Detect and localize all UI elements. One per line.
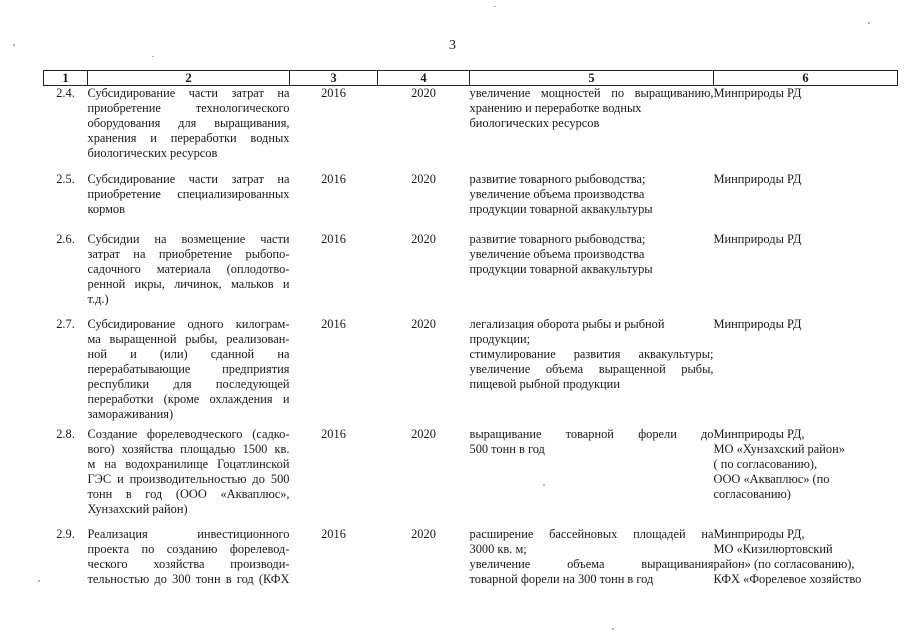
expected-result-line: стимулирование развития аквакультуры; [469, 346, 714, 361]
end-year: 2020 [411, 526, 436, 541]
measure-name-cell [88, 317, 290, 427]
executor-line: Минприроды РД [713, 316, 802, 331]
start-year: 2016 [321, 526, 346, 541]
expected-result-cell [470, 317, 714, 427]
measure-text-line: ГЭС и производительностью до 500 [87, 471, 290, 486]
start-year-cell [290, 527, 378, 597]
start-year: 2016 [321, 231, 346, 246]
measure-text-line: оборудования для выращивания, [87, 116, 290, 130]
measure-text-line: биологических ресурсов [87, 146, 218, 160]
measure-name-cell [88, 172, 290, 232]
measure-text-line: ческого хозяйства производи- [87, 556, 290, 571]
scan-speck [152, 56, 154, 57]
executor-line: Минприроды РД [713, 171, 802, 186]
end-year-cell [378, 527, 470, 597]
start-year: 2016 [321, 316, 346, 331]
executor-cell [714, 172, 898, 232]
executor-line: КФХ «Форелевое хозяйство [713, 571, 862, 586]
expected-result-cell [470, 527, 714, 597]
scan-speck [494, 6, 496, 7]
table-row [44, 427, 898, 527]
scan-speck [543, 484, 545, 486]
measure-text-line: садочного материала (оплодотво- [87, 261, 290, 276]
expected-result-line: биологических ресурсов [469, 116, 600, 130]
expected-result-line: увеличение мощностей по выращиванию, [469, 86, 714, 100]
measure-text-line: тельностью до 300 тонн в год (КФХ [87, 571, 290, 586]
end-year-cell [378, 427, 470, 527]
measure-text-line: кормов [87, 201, 125, 216]
start-year-cell [290, 317, 378, 427]
start-year-cell [290, 172, 378, 232]
item-number-cell [44, 527, 88, 597]
column-number-2: 2 [88, 71, 290, 86]
measure-text-line: ма выращенной рыбы, реализован- [87, 331, 290, 346]
expected-result-line: товарной форели на 300 тонн в год [469, 571, 654, 586]
executor-cell [714, 427, 898, 527]
item-number-cell [44, 86, 88, 172]
expected-result-line: увеличение объема производства [469, 246, 645, 261]
executor-cell [714, 317, 898, 427]
item-number-cell [44, 232, 88, 317]
expected-result-line: развитие товарного рыбоводства; [469, 231, 646, 246]
table-row [44, 86, 898, 172]
measure-text-line: Субсидирование части затрат на [87, 171, 290, 186]
item-number: 2.5. [56, 171, 75, 186]
end-year-cell [378, 172, 470, 232]
measure-text-line: ной и (или) сданной на [87, 346, 290, 361]
expected-result-line: пищевой рыбной продукции [469, 376, 620, 391]
item-number: 2.4. [56, 86, 75, 100]
expected-result-line: увеличение объема производства [469, 186, 645, 201]
start-year-cell [290, 86, 378, 172]
executor-line: ( по согласованию), [713, 456, 818, 471]
expected-result-line: 3000 кв. м; [469, 541, 527, 556]
executor-line: ООО «Акваплюс» (по [713, 471, 830, 486]
executor-cell [714, 86, 898, 172]
executor-line: Минприроды РД [713, 231, 802, 246]
executor-line: согласованию) [713, 486, 791, 501]
measure-text-line: затрат на приобретение рыбопо- [87, 246, 290, 261]
scan-speck [38, 580, 40, 582]
table-row [44, 527, 898, 597]
executor-line: МО «Хунзахский район» [713, 441, 845, 456]
measure-text-line: перерабатывающие предприятия [87, 361, 290, 376]
expected-result-line: расширение бассейновых площадей на [469, 526, 714, 541]
measure-text-line: Субсидирование одного килограм- [87, 316, 290, 331]
expected-result-cell [470, 86, 714, 172]
measure-text-line: приобретение специализированных [87, 186, 290, 201]
expected-result-line: легализация оборота рыбы и рыбной [469, 316, 665, 331]
expected-result-line: продукции товарной аквакультуры [469, 201, 653, 216]
start-year: 2016 [321, 426, 346, 441]
item-number: 2.6. [56, 231, 75, 246]
measure-name-cell [88, 86, 290, 172]
measures-table [43, 70, 898, 597]
expected-result-cell [470, 232, 714, 317]
item-number: 2.9. [56, 526, 75, 541]
end-year: 2020 [411, 316, 436, 331]
expected-result-line: 500 тонн в год [469, 441, 545, 456]
end-year: 2020 [411, 86, 436, 100]
executor-line: Минприроды РД [713, 86, 802, 100]
measure-text-line: Реализация инвестиционного [87, 526, 290, 541]
measure-text-line: приобретение технологического [87, 101, 290, 115]
measure-text-line: республики для последующей [87, 376, 290, 391]
executor-line: МО «Кизилюртовский [713, 541, 833, 556]
column-number-5: 5 [470, 71, 714, 86]
table-row [44, 172, 898, 232]
end-year-cell [378, 232, 470, 317]
start-year-cell [290, 427, 378, 527]
executor-line: Минприроды РД, [713, 526, 805, 541]
measure-text-line: м на водохранилище Гоцатлинской [87, 456, 290, 471]
scan-speck [612, 628, 614, 630]
measure-text-line: хранения и переработки водных [87, 131, 290, 145]
measure-text-line: ренной икры, личинок, мальков и [87, 276, 290, 291]
expected-result-line: развитие товарного рыбоводства; [469, 171, 646, 186]
executor-line: район» (по согласованию), [713, 556, 855, 571]
end-year: 2020 [411, 426, 436, 441]
item-number-cell [44, 317, 88, 427]
end-year-cell [378, 86, 470, 172]
measure-name-cell [88, 232, 290, 317]
expected-result-line: продукции; [469, 331, 531, 346]
executor-cell [714, 527, 898, 597]
measure-text-line: Хунзахский район) [87, 501, 188, 516]
column-number-1: 1 [44, 71, 88, 86]
end-year-cell [378, 317, 470, 427]
measure-name-cell [88, 527, 290, 597]
measure-text-line: проекта по созданию форелевод- [87, 541, 290, 556]
expected-result-line: увеличение объема выращенной рыбы, [469, 361, 714, 376]
scan-speck [13, 44, 15, 46]
column-number-3: 3 [290, 71, 378, 86]
item-number-cell [44, 172, 88, 232]
item-number: 2.7. [56, 316, 75, 331]
expected-result-cell [470, 172, 714, 232]
measure-text-line: переработки (кроме охлаждения и [87, 391, 290, 406]
start-year: 2016 [321, 86, 346, 100]
column-number-header-row [44, 71, 898, 86]
expected-result-line: выращивание товарной форели до [469, 426, 714, 441]
column-number-6: 6 [714, 71, 898, 86]
measure-text-line: Субсидии на возмещение части [87, 231, 290, 246]
measure-text-line: Создание форелеводческого (садко- [87, 426, 290, 441]
expected-result-line: увеличение объема выращивания [469, 556, 714, 571]
start-year: 2016 [321, 171, 346, 186]
executor-line: Минприроды РД, [713, 426, 805, 441]
executor-cell [714, 232, 898, 317]
end-year: 2020 [411, 231, 436, 246]
measure-text-line: тонн в год (ООО «Акваплюс», [87, 486, 290, 501]
page-number: 3 [449, 38, 456, 53]
measure-text-line: вого) хозяйства площадью 1500 кв. [87, 441, 290, 456]
expected-result-line: продукции товарной аквакультуры [469, 261, 653, 276]
start-year-cell [290, 232, 378, 317]
expected-result-cell [470, 427, 714, 527]
column-number-4: 4 [378, 71, 470, 86]
item-number: 2.8. [56, 426, 75, 441]
end-year: 2020 [411, 171, 436, 186]
measure-name-cell [88, 427, 290, 527]
item-number-cell [44, 427, 88, 527]
expected-result-line: хранению и переработке водных [469, 101, 642, 115]
table-row [44, 317, 898, 427]
measure-text-line: замораживания) [87, 406, 174, 421]
table-row [44, 232, 898, 317]
measure-text-line: т.д.) [87, 291, 109, 306]
measure-text-line: Субсидирование части затрат на [87, 86, 290, 100]
scan-speck [868, 22, 870, 24]
